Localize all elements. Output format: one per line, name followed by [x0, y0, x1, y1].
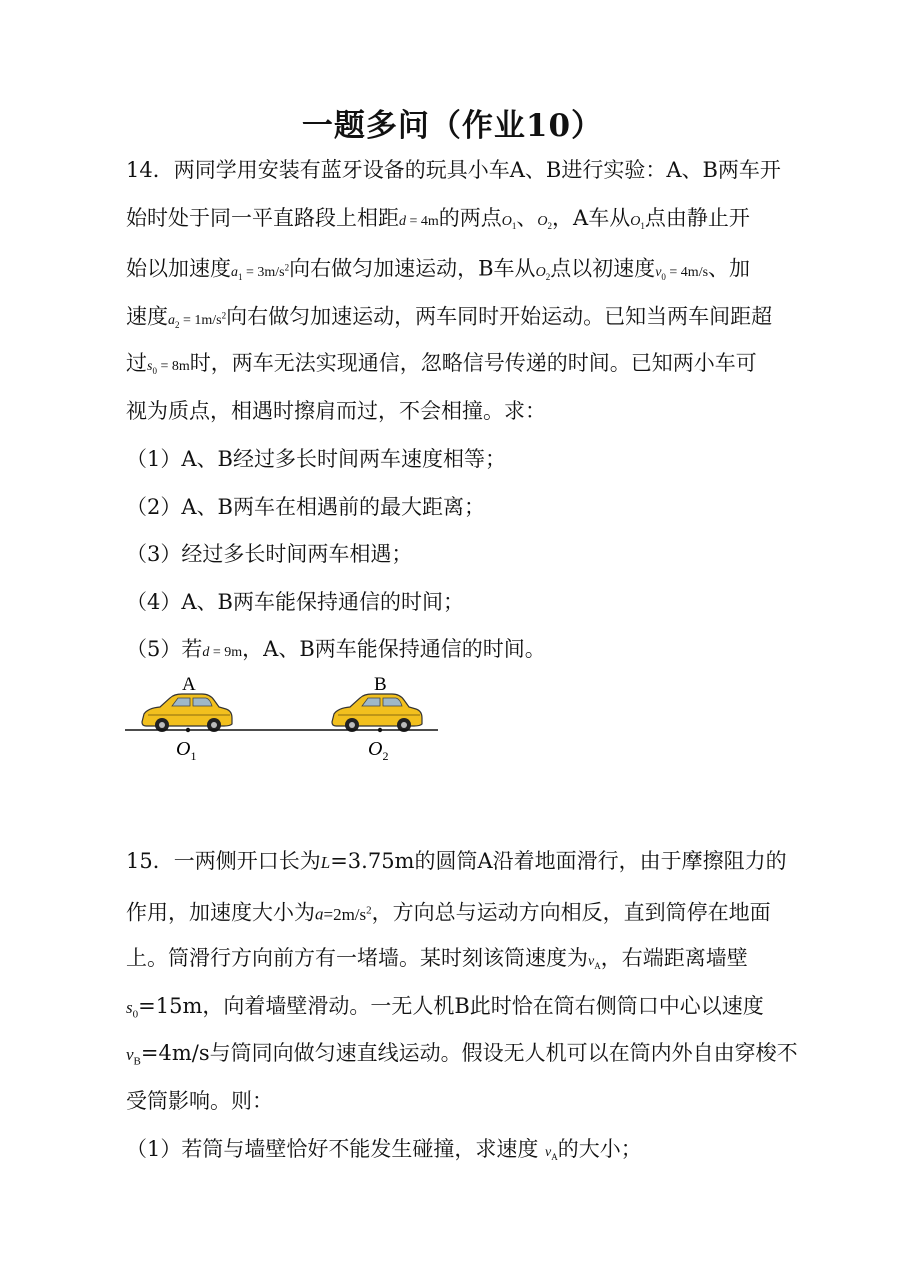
eq-a: a: [315, 904, 324, 924]
eq-va: $v_A$: [588, 954, 601, 971]
eq-o2-b: $O_2$: [535, 264, 551, 282]
eq-o1-b: $O_1$: [630, 214, 645, 231]
q14-line-6: 视为质点，相遇时擦肩而过，不会相撞。求：: [126, 399, 546, 423]
eq-o1: $O_1$: [501, 214, 517, 231]
q14-sub-5: （5）若d = 9m，A、B两车能保持通信的时间。: [126, 637, 546, 661]
q14-line-4: 速度$a_2 = 1m/s^2$向右做匀加速运动，两车同时开始运动。已知当两车间距超: [126, 304, 773, 330]
label-b: B: [374, 674, 387, 695]
car-b: [332, 694, 422, 732]
car-a: [142, 694, 232, 732]
q15-line-2: 作用，加速度大小为$a=2m/s^2$，方向总与运动方向相反，直到筒停在地面: [126, 900, 771, 925]
eq-s0: $s_0$: [126, 998, 139, 1021]
eq-a1: $a_1 = 3m/s^2$: [231, 262, 290, 282]
q14-sub-2: （2）A、B两车在相遇前的最大距离；: [126, 495, 485, 519]
point-o2: [378, 728, 382, 732]
eq-o2: $O_2$: [537, 214, 553, 231]
q15-line-6: 受筒影响。则：: [126, 1089, 273, 1113]
q14-line-2: 始时处于同一平直路段上相距d = 4m的两点$O_1$、$O_2$，A车从$O_1$点由静止开: [126, 206, 750, 231]
eq-a2: $a_2 = 1m/s^2$: [168, 310, 227, 330]
label-o1: $O_1$: [176, 738, 197, 763]
q15-line-1: 15．一两侧开口长为L=3.75m的圆筒A沿着地面滑行，由于摩擦阻力的: [126, 849, 787, 873]
q14-sub-1: （1）A、B经过多长时间两车速度相等；: [126, 447, 506, 471]
q14-line-3: 始以加速度$a_1 = 3m/s^2$向右做匀加速运动，B车从$O_2$点以初速度$v_0 = 4m/s$、加: [126, 256, 751, 282]
q14-sub-4: （4）A、B两车能保持通信的时间；: [126, 590, 464, 614]
eq-vb: $v_B$: [126, 1045, 141, 1068]
label-o2: $O_2$: [368, 738, 389, 763]
eq-va-2: $v_A$: [545, 1145, 558, 1162]
q14-line-5: 过$s_0 = 8m$时，两车无法实现通信，忽略信号传递的时间。已知两小车可: [126, 351, 757, 376]
q15-line-3: 上。筒滑行方向前方有一堵墙。某时刻该筒速度为$v_A$，右端距离墙壁: [126, 946, 748, 971]
q15-sub-1: （1）若筒与墙壁恰好不能发生碰撞，求速度 $v_A$的大小；: [126, 1137, 642, 1162]
label-a: A: [182, 674, 196, 695]
eq-a-val: $=2m/s^2$: [323, 904, 372, 924]
q14-sub-3: （3）经过多长时间两车相遇；: [126, 542, 413, 566]
eq-v0: $v_0 = 4m/s$: [655, 264, 709, 282]
eq-l: L: [320, 853, 331, 872]
eq-d-9m: d = 9m: [202, 645, 243, 660]
page-title: 一题多问（作业10）: [301, 108, 604, 144]
q15-line-5: $v_B=4m/s$与筒同向做匀速直线运动。假设无人机可以在筒内外自由穿梭不: [126, 1041, 798, 1068]
point-o1: [186, 728, 190, 732]
q14-line-1: 14．两同学用安装有蓝牙设备的玩具小车A、B进行实验：A、B两车开: [126, 158, 781, 182]
eq-s0: $s_0 = 8m$: [147, 359, 190, 376]
cars-figure: [120, 668, 450, 768]
q15-line-4: $s_0=15m$，向着墙壁滑动。一无人机B此时恰在筒右侧筒口中心以速度: [126, 994, 764, 1021]
eq-d-4m: d = 4m: [399, 214, 439, 229]
